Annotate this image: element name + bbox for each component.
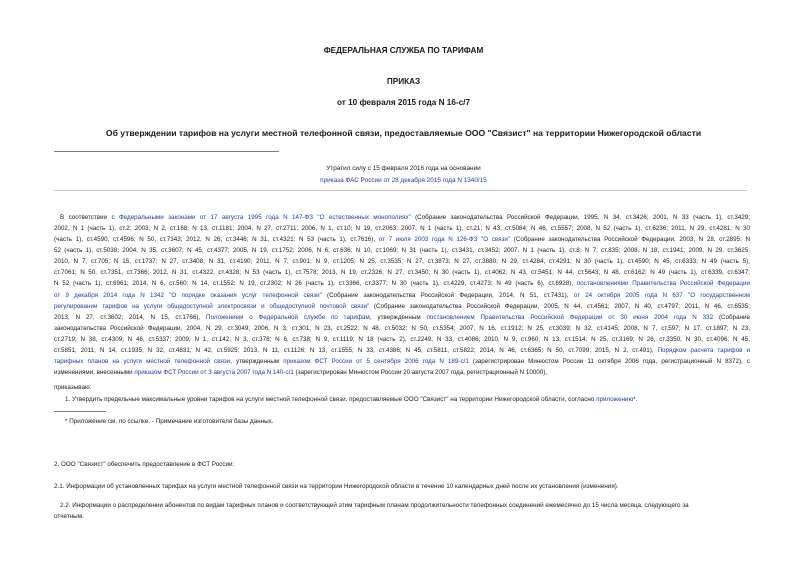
- footnote-divider: [54, 411, 106, 412]
- preamble-text: N 52 (часть 1), ст.6961; 2014, N 6, ст.560; N 14, ст.1552; N 19, ст.2302; N 26 (часть 1), ст.3366, ст.3377; N 30 (часть 1), ст.4229, ст.4273; N 49 (часть 6), ст.6928),: [54, 280, 577, 288]
- legal-reference-link[interactable]: тарифных планов на услуги местной телефонной связи: [54, 358, 231, 366]
- item-2-2-line1: 2.2. Информации о распределении абонентов по видам тарифных планов и соответствующей этим тарифным планам продолжительности телефонных соединений ежемесячно до 15 числа месяца, следующего за: [60, 502, 689, 509]
- legal-reference-link[interactable]: приказом ФСТ России от 5 сентября 2006 года N 189-с/1: [283, 358, 469, 366]
- item-2-2: [54, 500, 754, 522]
- preamble-text: (Собрание законодательства Российской Федерации, 1995, N 34, ст.3426; 2001, N 33 (часть 1), ст.3429;: [410, 214, 750, 221]
- item-2: 2. ООО "Связист" обеспечить предоставление в ФСТ России:: [54, 461, 235, 468]
- preamble-text: 2013, N 27, ст.3602; 2014, N 15, ст.1766),: [54, 313, 207, 321]
- preamble-text: изменениями, внесенными: [54, 369, 135, 377]
- preamble-text: 2010, N 7, ст.705; N 15, ст.1737; N 27, ст.3408; N 31, ст.4190; 2011, N 7, ст.901; N 9, ст.1205; N 25, ст.3535; N 27, ст.3873; N 27, ст.3880; N 29, ст.4284, ст.4291; N 30 (часть 1), ст.4590; N 45, ст.6333; N 49 (часть 5),: [54, 258, 750, 266]
- document-title: Об утверждении тарифов на услуги местной телефонной связи, предоставляемые ООО "Связист" на территории Нижегородской области: [105, 128, 702, 138]
- preamble-line: [54, 356, 750, 367]
- preamble-line: [54, 223, 750, 234]
- lost-force-notice: Утратил силу с 15 февраля 2016 года на основании: [326, 165, 481, 172]
- legal-reference-link[interactable]: Положением о Федеральной службе по тарифам: [206, 313, 370, 321]
- document-date-number: от 10 февраля 2015 года N 16-с/7: [336, 98, 471, 107]
- preamble-line: [54, 212, 750, 223]
- preamble-line: [54, 234, 750, 245]
- item-2-1: 2.1. Информации об установленных тарифах на услуги местной телефонной связи на территории Нижегородской области в течение 10 календарных дней после их установления (изменения).: [54, 483, 619, 490]
- item-1: [65, 394, 755, 405]
- preamble-line: [54, 345, 750, 356]
- preamble-line: [54, 245, 750, 256]
- footnote: * Приложение см. по ссылке. - Примечание изготовителя базы данных.: [65, 418, 274, 425]
- legal-reference-link[interactable]: приказом ФСТ России от 3 августа 2007 года N 140-с/1: [134, 369, 294, 377]
- preamble-text: 52 (часть 1), ст.5038; 2004, N 35, ст.3607; N 45, ст.4377; 2005, N 19, ст.1752; 2006, N 6, ст.636; N 10, ст.1069; N 31 (часть 1), ст.3431, ст.3452; 2007, N 1 (часть 1), ст.8; N 7, ст.835; 2008, N 18, ст.1941; 2009, N 29, ст.3625;: [54, 247, 750, 255]
- preamble-text: (Собрание законодательства Российской Федерации, 2003, N 28, ст.2895; N: [510, 236, 750, 244]
- legal-reference-link[interactable]: от 9 декабря 2014 года N 1342 "О порядке оказания услуг телефонной связи": [54, 291, 322, 299]
- lost-force-link[interactable]: приказа ФАС России от 28 декабря 2015 года N 1340/15: [320, 177, 487, 184]
- preamble-line: [54, 367, 750, 378]
- divider: [54, 151, 279, 152]
- preamble-line: [54, 334, 750, 345]
- preamble-text: (зарегистрирован Минюстом России 20 августа 2007 года, регистрационный N 10000),: [293, 369, 548, 377]
- preamble-line: [54, 267, 750, 278]
- document-type: ПРИКАЗ: [386, 77, 421, 86]
- preamble-line: [54, 301, 750, 312]
- preamble-text: 2002, N 1 (часть 1), ст.2; 2003, N 2, ст.168; N 13, ст.1181; 2004, N 27, ст.2711; 2006, N 1, ст.10; N 19, ст.2063; 2007, N 1 (часть 1), ст.21; N 43, ст.5084; N 46, ст.5557; 2008, N 52 (часть 1), ст.6236; 2011, N 29, ст.4281; N 30: [54, 225, 750, 233]
- preamble-line: [54, 323, 750, 334]
- preamble-text: , утвержденным: [369, 313, 427, 321]
- divider-light: [54, 190, 747, 191]
- preamble-text: (Собрание законодательства Российской Федерации, 2014, N 51, ст.7431),: [321, 291, 574, 299]
- agency-name: ФЕДЕРАЛЬНАЯ СЛУЖБА ПО ТАРИФАМ: [323, 46, 484, 55]
- preamble-text: (зарегистрирован Минюстом России 11 октября 2006 года, регистрационный N 8372), с: [468, 358, 750, 366]
- appendix-link[interactable]: приложению: [596, 396, 634, 403]
- preamble-text: ст.7061; N 50, ст.7351, ст.7366; 2012, N 31, ст.4322, ст.4328; N 53 (часть 1), ст.7578; 2013, N 19, ст.2326; N 27, ст.3450; N 30 (часть 1), ст.4062; N 43, ст.5451; N 44, ст.5643; N 48, ст.6162; N 49 (часть 1), ст.6339, ст.6347;: [54, 269, 750, 277]
- legal-reference-link[interactable]: постановлением Правительства Российской Федерации от 30 июня 2004 года N 332: [426, 313, 714, 321]
- preamble-text: ст.5851; 2011, N 14, ст.1935; N 32, ст.4831; N 42, ст.5925; 2013, N 11, ст.1126; N 13, ст.1555; N 33, ст.4386; N 45, ст.5811, ст.5822; 2014, N 46, ст.6365; N 50, ст.7099; 2015, N 2, ст.491),: [54, 346, 658, 354]
- item-1-mark: *.: [633, 396, 638, 403]
- preamble-text: (Собрание законодательства Российской Федерации, 2005, N 44, ст.4561; 2007, N 40, ст.4797; 2011, N 46, ст.6535;: [369, 302, 750, 310]
- preamble-line: [54, 256, 750, 267]
- preamble-paragraph: [54, 212, 750, 378]
- item-1-text: 1. Утвердить предельные максимальные уровни тарифов на услуги местной телефонной связи, предоставляемые ООО "Связист" на территории Нижегородской области, согласно: [65, 396, 597, 403]
- legal-reference-link[interactable]: от 24 октября 2005 года N 637 "О государственном: [573, 291, 750, 299]
- preamble-text: (часть 1), ст.4590, ст.4596; N 50, ст.7343; 2012, N 26, ст.3446; N 31, ст.4321; N 53 (часть 1), ст.7616),: [54, 236, 379, 244]
- legal-reference-link[interactable]: регулировании тарифов на услуги общедоступной электросвязи и общедоступной почтовой связи": [54, 302, 370, 310]
- preamble-line: [54, 278, 750, 289]
- item-2-2-line2: отчетным.: [54, 513, 84, 520]
- preamble-text: законодательства Российской Федерации, 2004, N 29, ст.3049; 2006, N 3, ст.301; N 23, ст.2522; N 48, ст.5032; N 50, ст.5354; 2007, N 16, ст.1912; N 25, ст.3039; N 32, ст.4145; 2008, N 7, ст.597; N 17, ст.1897; N 23,: [54, 324, 750, 332]
- preamble-text: (Собрание: [713, 313, 750, 321]
- preamble-text: , утвержденным: [230, 358, 284, 366]
- legal-reference-link[interactable]: Федеральными законами от 17 августа 1995 года N 147-ФЗ "О естественных монополиях": [118, 214, 411, 221]
- preamble-line: [54, 312, 750, 323]
- preamble-text: В соответствии с: [60, 214, 119, 221]
- preamble-line: [54, 290, 750, 301]
- lost-force-link-line: [0, 175, 807, 187]
- preamble-text: ст.2719; N 38, ст.4309; N 46, ст.5337; 2009, N 1, ст.142; N 3, ст.378; N 6, ст.738; N 9, ст.1119; N 18 (часть 2), ст.2249; N 33, ст.4086; 2010, N 9, ст.960; N 13, ст.1514; N 25, ст.3169; N 26, ст.3350; N 30, ст.4096; N 45,: [54, 335, 750, 343]
- legal-reference-link[interactable]: от 7 июля 2003 года N 126-ФЗ "О связи": [378, 236, 511, 244]
- ordering-word: приказываю:: [54, 384, 92, 391]
- legal-reference-link[interactable]: постановлениями Правительства Российской Федерации: [576, 280, 750, 288]
- legal-reference-link[interactable]: Порядком расчета тарифов и: [657, 346, 750, 354]
